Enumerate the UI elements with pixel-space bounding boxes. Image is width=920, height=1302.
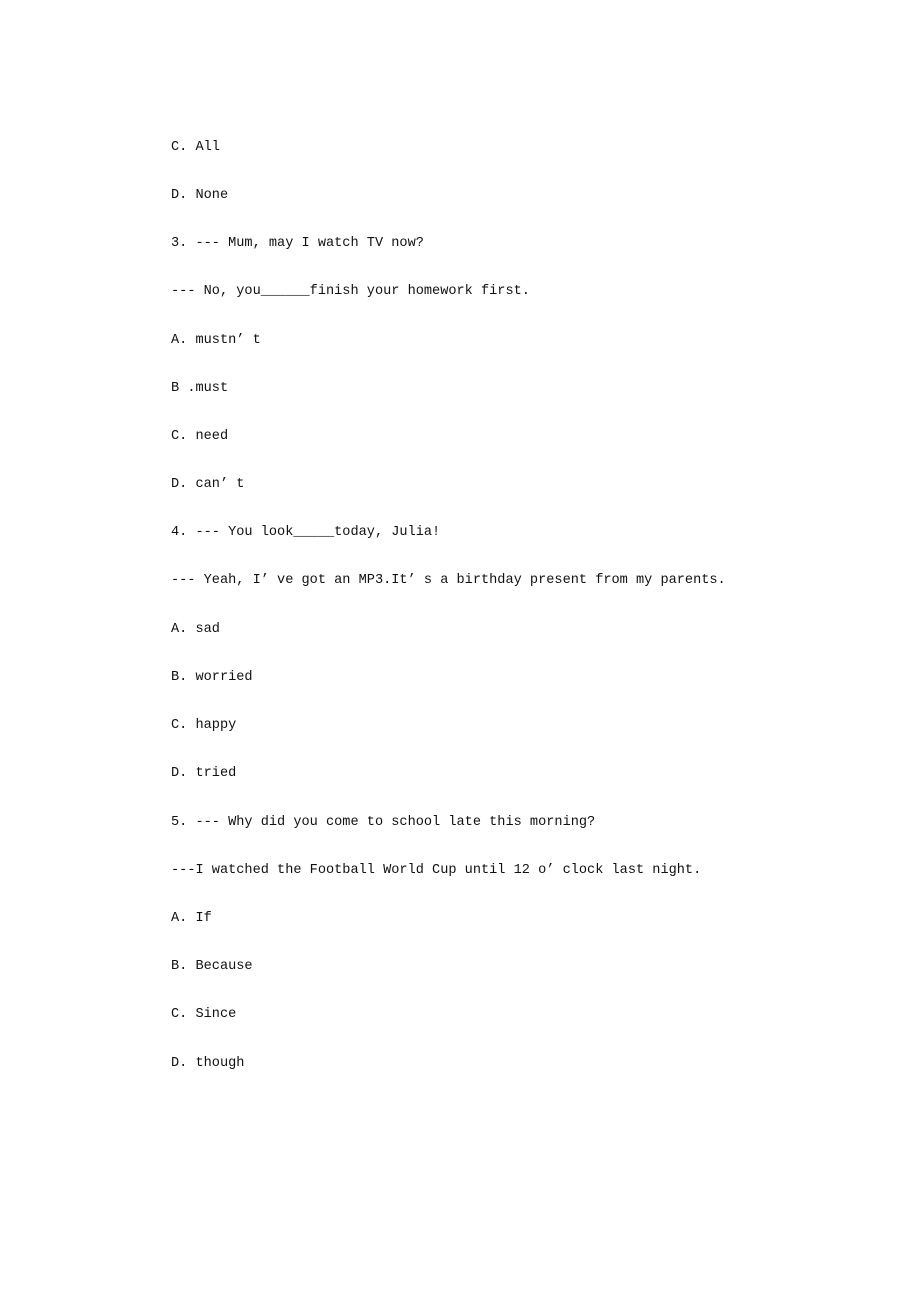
question-4-reply: --- Yeah, I’ ve got an MP3.It’ s a birthday present from my parents. — [171, 573, 726, 588]
option-c-all: C. All — [171, 140, 220, 155]
q5-option-a: A. If — [171, 911, 212, 926]
question-3-reply: --- No, you______finish your homework first. — [171, 284, 530, 299]
q4-option-c: C. happy — [171, 718, 237, 733]
q4-option-a: A. sad — [171, 622, 220, 637]
q3-option-a: A. mustn’ t — [171, 333, 261, 348]
option-d-none: D. None — [171, 188, 229, 203]
q3-option-d: D. can’ t — [171, 477, 245, 492]
q5-option-b: B. Because — [171, 959, 253, 974]
q4-option-b: B. worried — [171, 670, 253, 685]
q3-option-c: C. need — [171, 429, 229, 444]
q4-option-d: D. tried — [171, 766, 237, 781]
question-5: 5. --- Why did you come to school late this morning? — [171, 815, 596, 830]
q5-option-d: D. though — [171, 1056, 245, 1071]
q5-option-c: C. Since — [171, 1007, 237, 1022]
question-4: 4. --- You look_____today, Julia! — [171, 525, 441, 540]
q3-option-b: B .must — [171, 381, 229, 396]
question-3: 3. --- Mum, may I watch TV now? — [171, 236, 424, 251]
question-5-reply: ---I watched the Football World Cup until 12 o’ clock last night. — [171, 863, 702, 878]
